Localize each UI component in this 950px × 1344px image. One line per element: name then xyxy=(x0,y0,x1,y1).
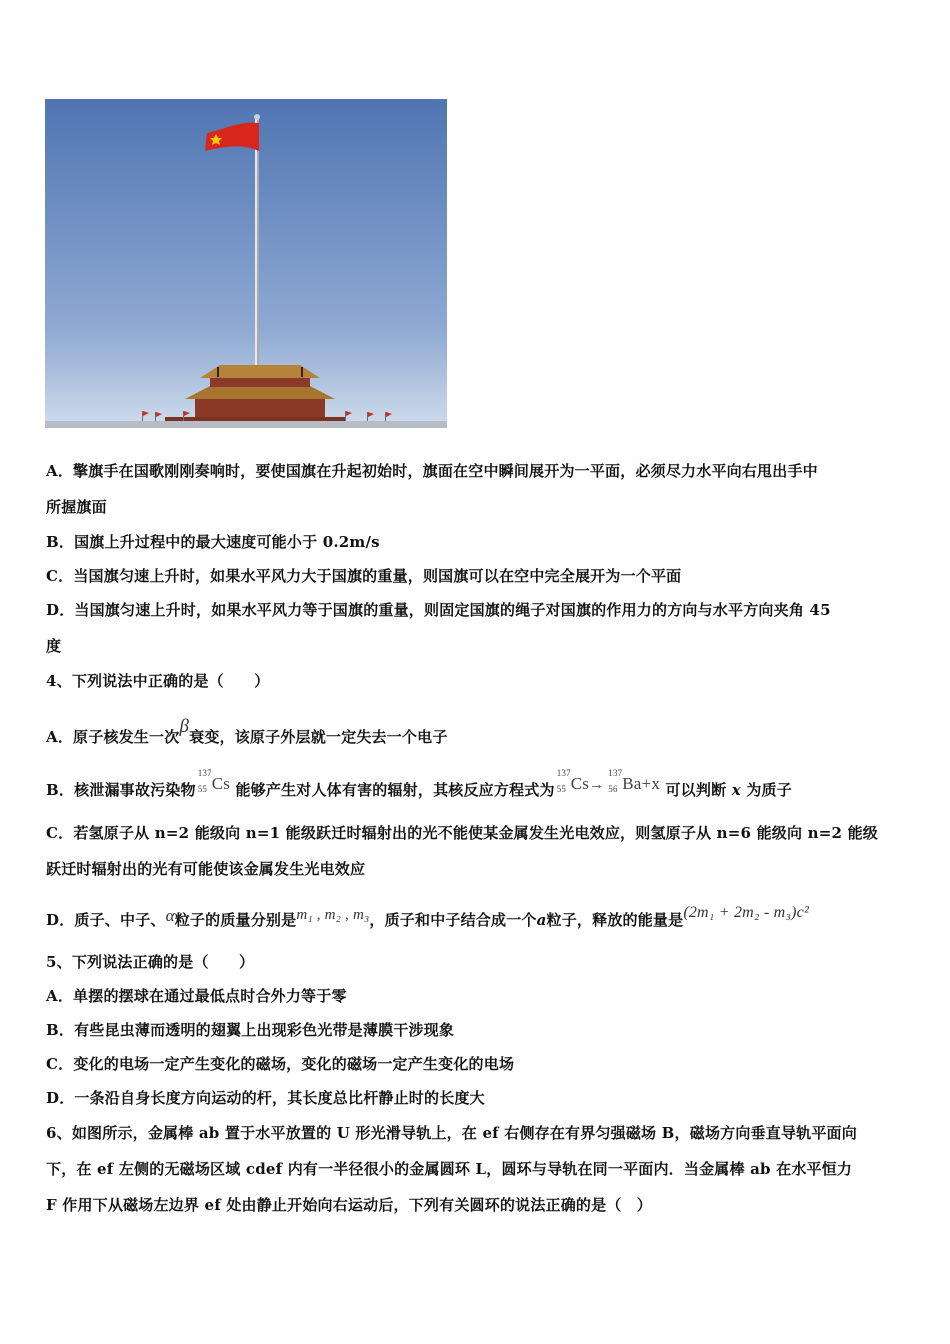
q4-option-c-line1: C．若氢原子从 n=2 能级向 n=1 能级跃迁时辐射出的光不能使某金属发生光电效应，则氢原子从 n=6 能级向 n=2 能级 xyxy=(46,824,878,842)
q3-option-b: B．国旗上升过程中的最大速度可能小于 0.2m/s xyxy=(46,533,380,551)
q4-option-b xyxy=(46,768,792,800)
q5-option-a: A．单摆的摆球在通过最低点时合外力等于零 xyxy=(46,987,347,1005)
q6-line1: 6、如图所示，金属棒 ab 置于水平放置的 U 形光滑导轨上，在 ef 右侧存在有界匀强磁场 B，磁场方向垂直导轨平面向 xyxy=(46,1124,857,1142)
q4-d-mid2: ，质子和中子结合成一个 xyxy=(369,911,537,929)
q4-b-post-2: 为质子 xyxy=(746,781,792,799)
equation-ba137: 137 56 Ba+x xyxy=(608,768,661,794)
energy-formula: (2m₁ + 2m₂ - m₃)c² xyxy=(683,904,809,921)
q3-option-d-line2: 度 xyxy=(46,637,62,655)
mass-symbols: m₁ , m₂ , m₃ xyxy=(296,907,370,923)
q5-option-d: D．一条沿自身长度方向运动的杆，其长度总比杆静止时的长度大 xyxy=(46,1089,485,1107)
q4-option-c-line2: 跃迁时辐射出的光有可能使该金属发生光电效应 xyxy=(46,860,366,878)
q4-b-x: x xyxy=(731,781,741,799)
cs137-nuclide: 137 55 Cs xyxy=(197,768,231,794)
q5-stem: 5、下列说法正确的是（ ） xyxy=(46,953,255,971)
q3-option-c: C．当国旗匀速上升时，如果水平风力大于国旗的重量，则国旗可以在空中完全展开为一个平面 xyxy=(46,567,682,585)
q4-b-post-1: 可以判断 xyxy=(665,781,727,799)
beta-symbol: β xyxy=(179,716,190,737)
q4-b-pre: B．核泄漏事故污染物 xyxy=(46,781,196,799)
q4-d-pre: D．质子、中子、 xyxy=(46,911,166,929)
q3-option-a-line2: 所握旗面 xyxy=(46,498,107,516)
q4-a-post: 衰变，该原子外层就一定失去一个电子 xyxy=(189,728,448,746)
equation-cs137: 137 55 Cs xyxy=(556,768,590,794)
q4-d-mid3: 粒子，释放的能量是 xyxy=(546,911,684,929)
q4-d-a: a xyxy=(536,911,547,929)
q4-stem: 4、下列说法中正确的是（ ） xyxy=(46,672,270,690)
q6-line3: F 作用下从磁场左边界 ef 处由静止开始向右运动后，下列有关圆环的说法正确的是（ ） xyxy=(46,1196,652,1214)
q5-option-b: B．有些昆虫薄而透明的翅翼上出现彩色光带是薄膜干涉现象 xyxy=(46,1021,455,1039)
q4-option-a xyxy=(46,716,448,747)
flag-photo-drawing xyxy=(45,99,447,428)
q4-option-d xyxy=(46,904,809,930)
q4-d-mid: 粒子的质量分别是 xyxy=(174,911,297,929)
q6-line2: 下，在 ef 左侧的无磁场区域 cdef 内有一半径很小的金属圆环 L，圆环与导轨在同一平面内．当金属棒 ab 在水平恒力 xyxy=(46,1160,853,1178)
q3-option-a-line1: A．擎旗手在国歌刚刚奏响时，要使国旗在升起初始时，旗面在空中瞬间展开为一平面，必须尽力水平向右甩出手中 xyxy=(46,462,818,480)
q5-option-c: C．变化的电场一定产生变化的磁场，变化的磁场一定产生变化的电场 xyxy=(46,1055,515,1073)
q4-b-mid: 能够产生对人体有害的辐射，其核反应方程式为 xyxy=(235,781,555,799)
alpha-symbol: α xyxy=(165,906,175,925)
q4-a-pre: A．原子核发生一次 xyxy=(46,728,180,746)
reaction-arrow: → xyxy=(589,777,605,793)
flag-photo xyxy=(45,99,447,428)
q3-option-d-line1: D．当国旗匀速上升时，如果水平风力等于国旗的重量，则固定国旗的绳子对国旗的作用力的方向与水平方向夹角 45 xyxy=(46,601,831,619)
